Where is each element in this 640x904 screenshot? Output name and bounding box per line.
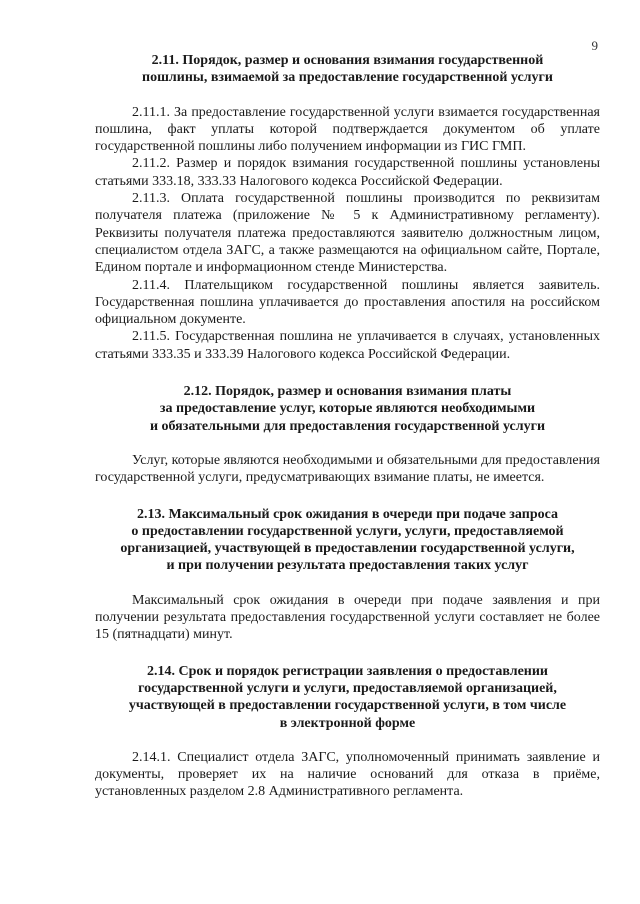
paragraph-2-14-1: 2.14.1. Специалист отдела ЗАГС, уполномоченный принимать заявление и документы, проверяет их на наличие оснований для отказа в приёме, установленных разделом 2.8 Административного регламента. [95, 749, 600, 800]
paragraph-2-11-4: 2.11.4. Плательщиком государственной пошлины является заявитель. Государственная пошлина уплачивается до проставления апостиля на российском официальном документе. [95, 277, 600, 328]
heading-line: пошлины, взимаемой за предоставление государственной услуги [142, 70, 553, 86]
paragraph-2-11-3: 2.11.3. Оплата государственной пошлины производится по реквизитам получателя платежа (приложение № 5 к Административному регламенту). Реквизиты получателя платежа предоставляются заявителю должностным лицом, специалистом отдела ЗАГС, а также размещаются на официальном сайте, Портале, Едином портале и информационном стенде Министерства. [95, 191, 600, 276]
paragraph-2-11-5: 2.11.5. Государственная пошлина не уплачивается в случаях, установленных статьями 333.35 и 333.39 Налогового кодекса Российской Федерации. [95, 329, 600, 362]
heading-line: и обязательными для предоставления государственной услуги [149, 418, 546, 434]
heading-line: в электронной форме [279, 715, 416, 731]
paragraph-2-11-1: 2.11.1. За предоставление государственной услуги взимается государственная пошлина, факт уплаты которой подтверждается документом об уплате государственной пошлины либо получением информации из ГИС ГМП. [95, 104, 600, 155]
section-heading-2-14 [95, 663, 600, 732]
section-heading-2-11 [95, 52, 600, 87]
paragraph-2-12: Услуг, которые являются необходимыми и обязательными для предоставления государственной услуги, предусматривающих взимание платы, не имеется. [95, 452, 600, 486]
heading-line: участвующей в предоставлении государственной услуги, в том числе [128, 698, 567, 714]
heading-line: о предоставлении государственной услуги, услуги, предоставляемой [131, 523, 564, 539]
section-heading-2-13 [95, 506, 600, 575]
heading-line: организацией, участвующей в предоставлении государственной услуги, [120, 541, 575, 557]
document-body [95, 52, 600, 801]
section-heading-2-12 [95, 383, 600, 435]
heading-line: государственной услуги и услуги, предоставляемой организацией, [138, 680, 557, 696]
heading-line: и при получении результата предоставления таких услуг [166, 558, 529, 574]
page-number: 9 [591, 38, 598, 53]
paragraph-2-11-2: 2.11.2. Размер и порядок взимания государственной пошлины установлены статьями 333.18, 333.33 Налогового кодекса Российской Федерации. [95, 156, 600, 189]
heading-line: 2.12. Порядок, размер и основания взимания платы [183, 384, 512, 400]
heading-line: 2.13. Максимальный срок ожидания в очереди при подаче запроса [137, 506, 558, 522]
paragraph-2-13: Максимальный срок ожидания в очереди при подаче заявления и при получении результата предоставления государственной услуги составляет не более 15 (пятнадцати) минут. [95, 592, 600, 643]
heading-line: 2.14. Срок и порядок регистрации заявления о предоставлении [147, 663, 548, 679]
heading-line: 2.11. Порядок, размер и основания взимания государственной [151, 53, 544, 68]
heading-line: за предоставление услуг, которые являются необходимыми [159, 401, 536, 417]
